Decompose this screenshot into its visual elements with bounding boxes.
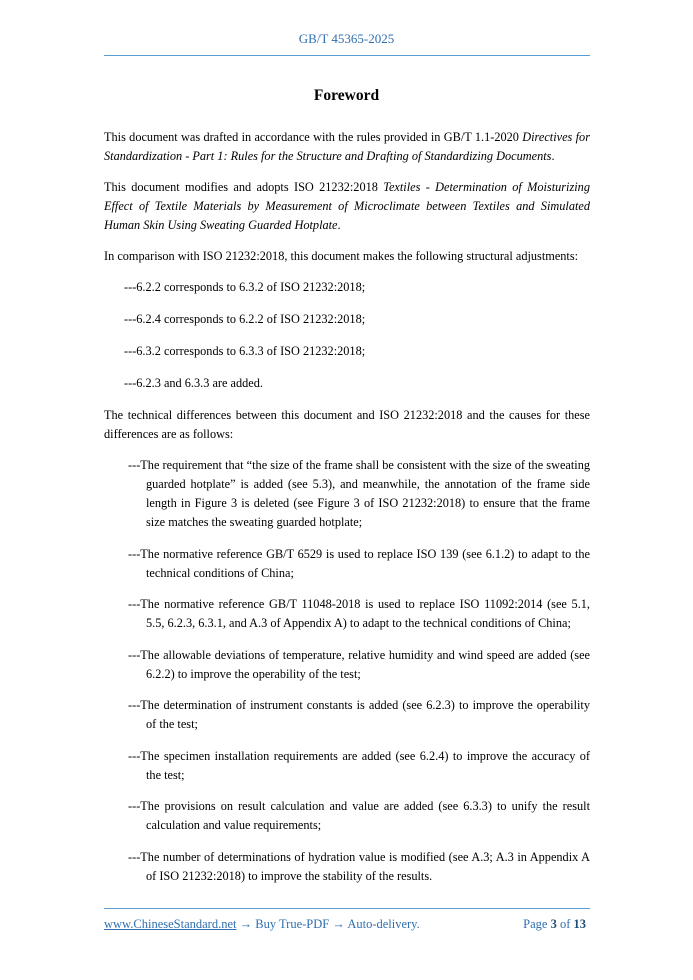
footer-divider — [104, 908, 590, 909]
document-header — [0, 31, 693, 47]
paragraph-adoption: This document modifies and adopts ISO 21232:2018 Textiles - Determination of Moisturizing Effect of Textile Materials by Measurement of Microclimate between Textiles and Simulated Human Skin Using Sweating Guarded Hotplate. — [104, 180, 590, 232]
technical-difference-item: ---The normative reference GB/T 6529 is used to replace ISO 139 (see 6.1.2) to adapt to the technical conditions of China; — [128, 546, 590, 580]
technical-difference-item: ---The specimen installation requirements are added (see 6.2.4) to improve the accuracy of the test; — [128, 748, 590, 782]
page-title: Foreword — [313, 87, 380, 104]
total-pages: 13 — [573, 917, 586, 931]
structural-item: ---6.2.4 corresponds to 6.2.2 of ISO 21232:2018; — [124, 312, 366, 326]
header-divider — [104, 55, 590, 56]
document-body — [104, 128, 590, 898]
paragraph-structural-intro: In comparison with ISO 21232:2018, this document makes the following structural adjustments: — [104, 249, 579, 263]
structural-item: ---6.2.2 corresponds to 6.3.2 of ISO 21232:2018; — [124, 280, 366, 294]
technical-difference-item: ---The number of determinations of hydration value is modified (see A.3; A.3 in Appendix A of ISO 21232:2018) to improve the stability of the results. — [128, 849, 590, 883]
footer-promo — [104, 917, 420, 932]
page-indicator: Page 3 of 13 — [523, 917, 586, 931]
page-footer — [104, 917, 590, 935]
technical-difference-item: ---The allowable deviations of temperature, relative humidity and wind speed are added (see 6.2.2) to improve the operability of the test; — [128, 647, 590, 681]
paragraph-drafting-rules: This document was drafted in accordance with the rules provided in GB/T 1.1-2020 Directives for Standardization - Part 1: Rules for the Structure and Drafting of Standardizing Documents. — [104, 130, 590, 163]
structural-item: ---6.3.2 corresponds to 6.3.3 of ISO 21232:2018; — [124, 344, 366, 358]
technical-difference-item: ---The provisions on result calculation and value are added (see 6.3.3) to unify the result calculation and value requirements; — [128, 799, 590, 832]
auto-delivery-text: Auto-delivery. — [347, 917, 420, 931]
arrow-right-icon: → — [329, 917, 348, 931]
technical-difference-item: ---The normative reference GB/T 11048-2018 is used to replace ISO 11092:2014 (see 5.1, 5.5, 6.2.3, 6.3.1, and A.3 of Appendix A) to adapt to the technical conditions of China; — [128, 597, 590, 630]
buy-pdf-link[interactable]: Buy True-PDF — [255, 917, 330, 931]
current-page: 3 — [550, 917, 557, 931]
document-id: GB/T 45365-2025 — [298, 31, 395, 46]
site-link[interactable]: www.ChineseStandard.net — [104, 917, 237, 931]
technical-difference-item: ---The requirement that “the size of the frame shall be consistent with the size of the sweating guarded hotplate” is added (see 5.3), and meanwhile, the annotation of the frame side length in Figure 3 is deleted (see Figure 3 of ISO 21232:2018) to ensure that the frame size matches the sweating guarded hotplate; — [128, 458, 590, 529]
iso-standard-title: Textiles - Determination of Moisturizing Effect of Textile Materials by Measurement of Microclimate between Textiles and Simulated Human Skin Using Sweating Guarded Hotplate — [104, 180, 590, 232]
paragraph-technical-intro: The technical differences between this document and ISO 21232:2018 and the causes for these differences are as follows: — [104, 408, 590, 441]
directives-title: Directives for Standardization - Part 1: Rules for the Structure and Drafting of Standardizing Documents — [104, 130, 590, 163]
arrow-right-icon: → — [236, 917, 256, 931]
technical-difference-item: ---The determination of instrument constants is added (see 6.2.3) to improve the operability of the test; — [128, 698, 590, 731]
structural-item: ---6.2.3 and 6.3.3 are added. — [124, 376, 263, 390]
